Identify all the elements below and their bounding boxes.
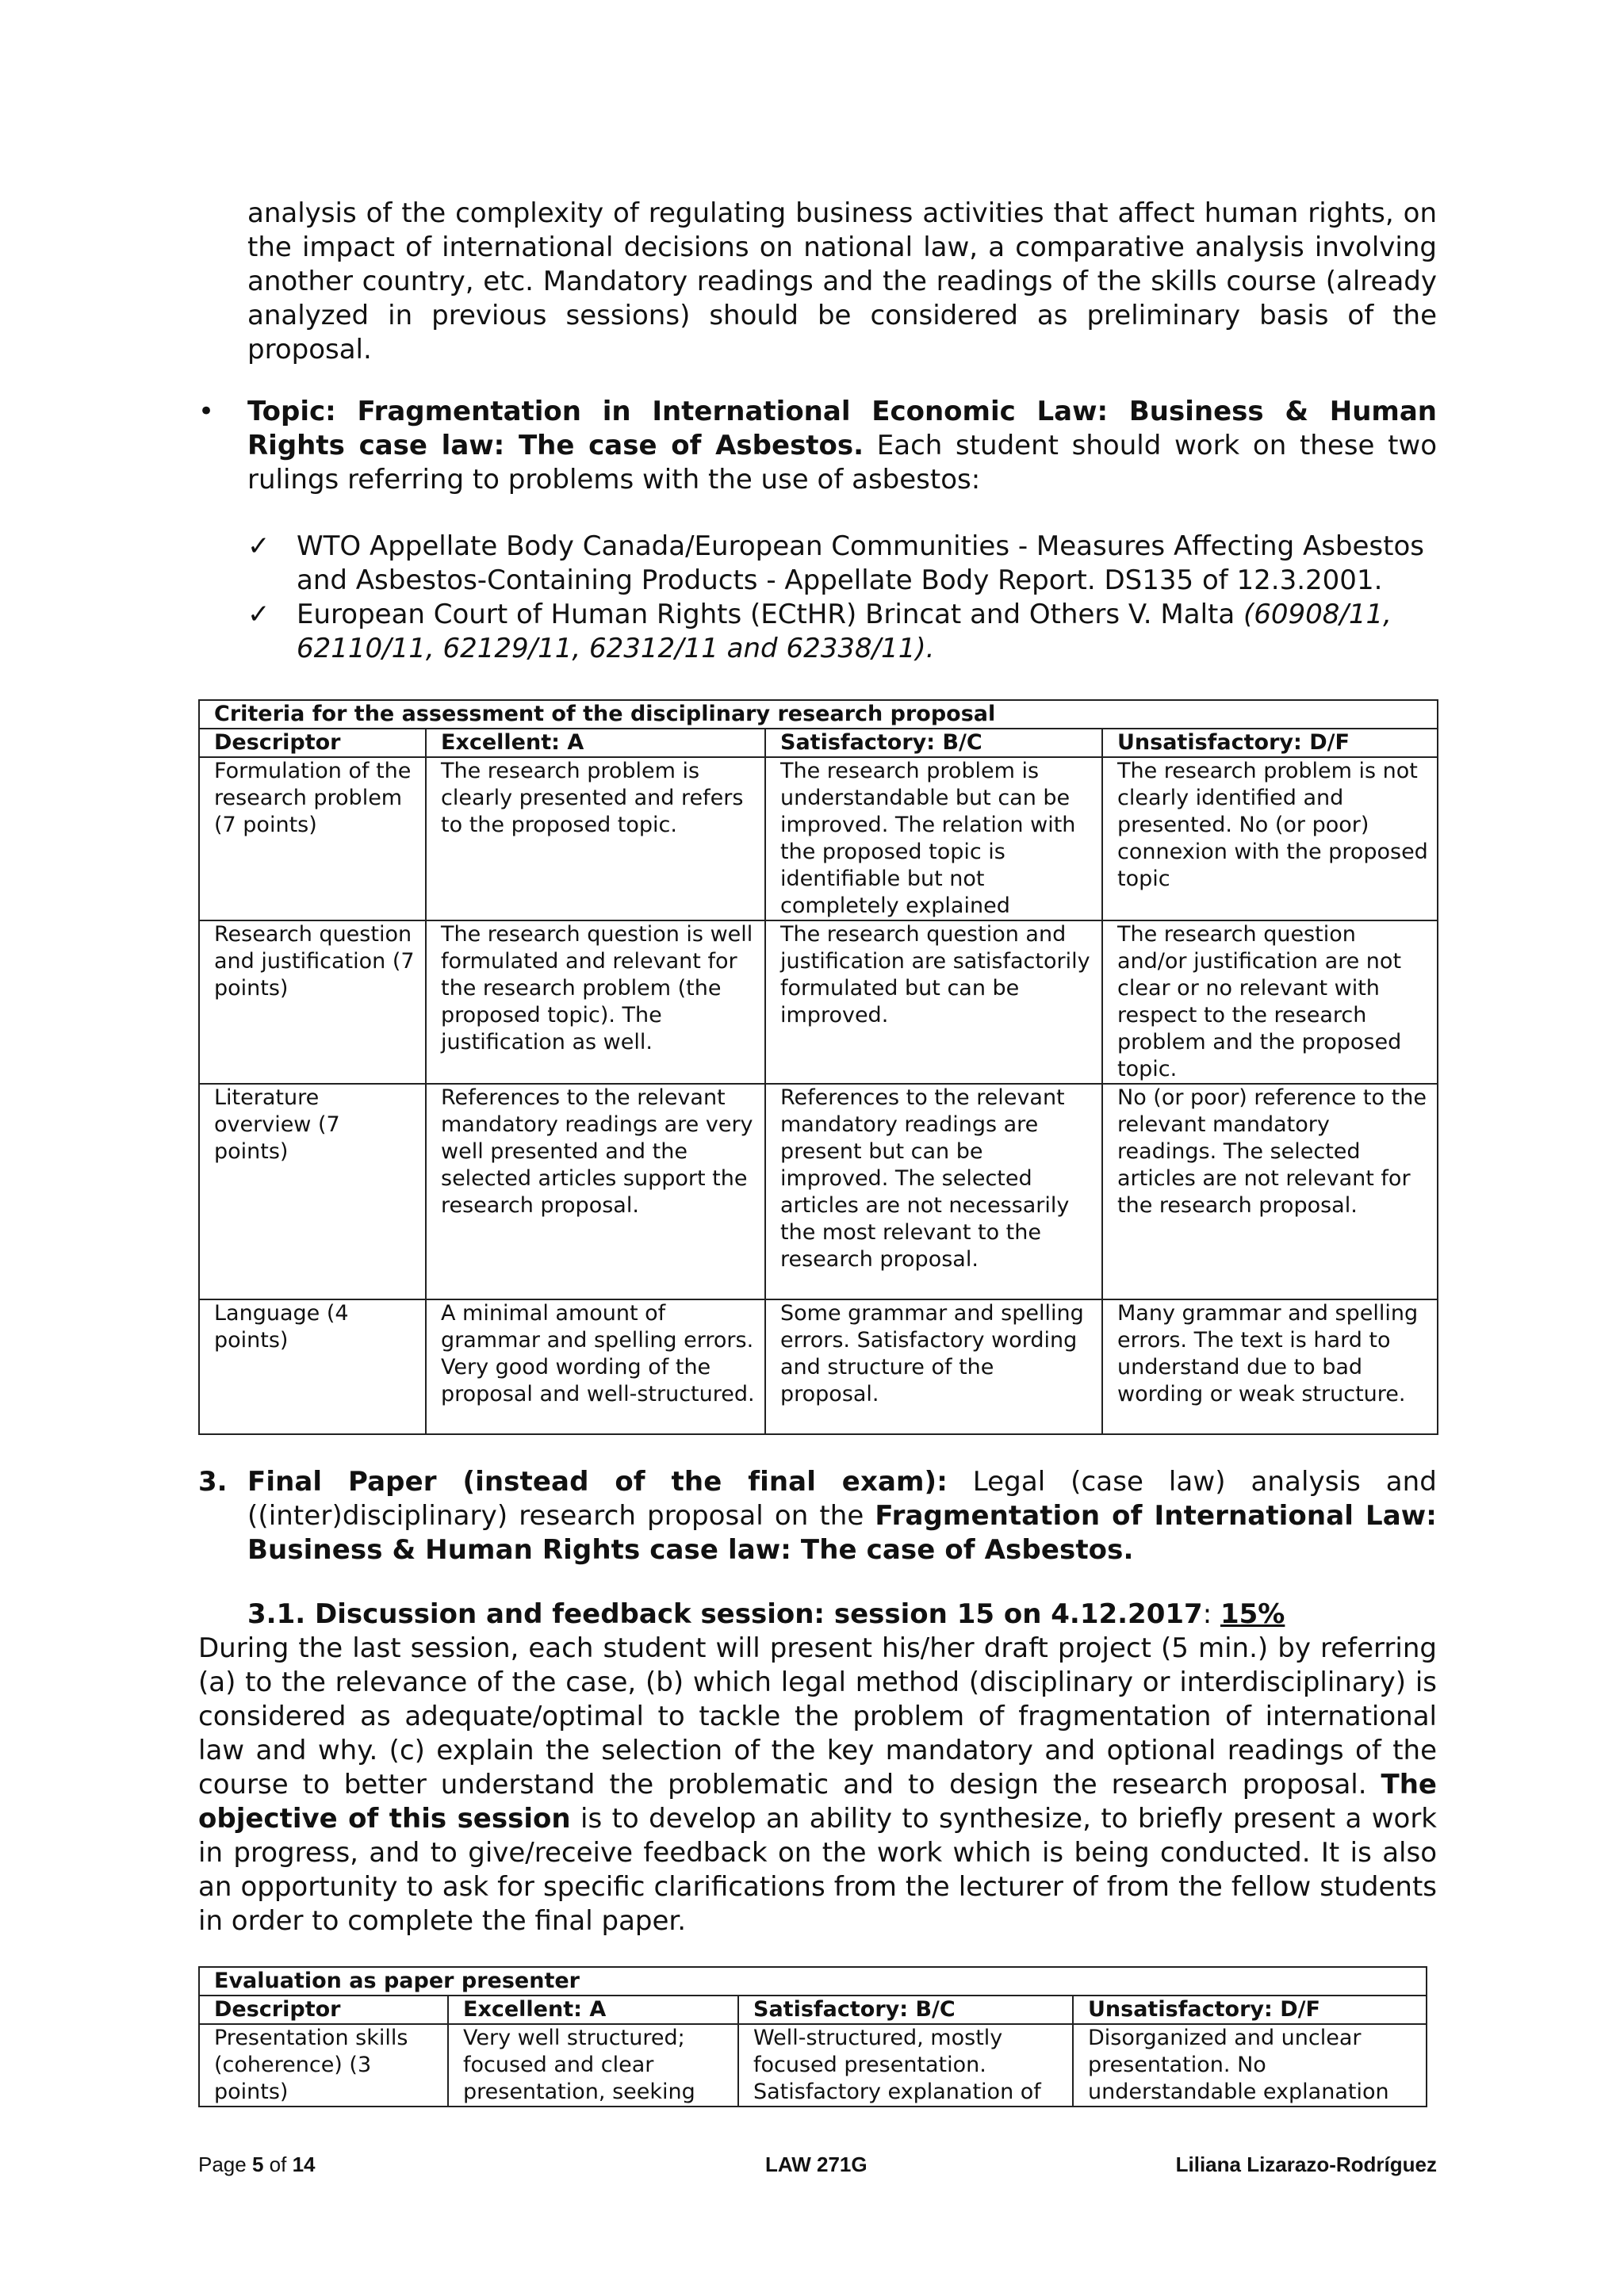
- column-header: Excellent: A: [448, 1996, 738, 2024]
- table-title-row: [199, 1967, 1427, 1996]
- column-header: Satisfactory: B/C: [765, 729, 1102, 757]
- weight-percent: 15%: [1220, 1598, 1285, 1630]
- table-cell: References to the relevant mandatory readings are present but can be improved. The selected articles are not necessarily the most relevant to the research proposal.: [765, 1084, 1102, 1299]
- assessment-criteria-table: [198, 699, 1438, 1435]
- page-number: Page 5 of 14: [198, 2152, 316, 2176]
- table-cell: The research problem is not clearly identified and presented. No (or poor) connexion with the proposed topic: [1102, 757, 1438, 920]
- table-cell: The research question and justification are satisfactorily formulated but can be improved.: [765, 920, 1102, 1084]
- author-name: Liliana Lizarazo-Rodríguez: [1175, 2152, 1437, 2176]
- table-row: [199, 1299, 1438, 1434]
- course-code: LAW 271G: [765, 2152, 868, 2176]
- table-cell: Some grammar and spelling errors. Satisfactory wording and structure of the proposal.: [765, 1299, 1102, 1434]
- ruling-text: European Court of Human Rights (ECtHR) Brincat and Others V. Malta: [297, 599, 1243, 630]
- subsection-3-1-body: During the last session, each student will present his/her draft project (5 min.) by referring (a) to the relevance of the case, (b) which legal method (disciplinary or interdisciplinary) is considered as adequate/optimal to tackle the problem of fragmentation of international law and why. (c) explain the selection of the key mandatory and optional readings of the course to better understand the problematic and to design the research proposal. The objective of this session is to develop an ability to synthesize, to briefly present a work in progress, and to give/receive feedback on the work which is being conducted. It is also an opportunity to ask for specific clarifications from the lecturer of from the fellow students in order to complete the final paper.: [198, 1632, 1437, 1937]
- objective-label: The objective of this session: [198, 1769, 1437, 1835]
- table-cell: References to the relevant mandatory readings are very well presented and the selected articles support the research proposal.: [426, 1084, 765, 1299]
- table-cell: Very well structured; focused and clear presentation, seeking: [448, 2024, 738, 2107]
- checkmark-icon: ✓: [247, 530, 270, 562]
- table-header-row: [199, 1996, 1427, 2024]
- checkmark-icon: ✓: [247, 599, 270, 630]
- table-cell: The research problem is clearly presented and refers to the proposed topic.: [426, 757, 765, 920]
- table-cell: Many grammar and spelling errors. The text is hard to understand due to bad wording or weak structure.: [1102, 1299, 1438, 1434]
- ruling-text: WTO Appellate Body Canada/European Communities - Measures Affecting Asbestos and Asbestos-Containing Products - Appellate Body Report. DS135 of 12.3.2001.: [297, 530, 1424, 596]
- topic-bullet: [198, 395, 1437, 497]
- presenter-evaluation-table: [198, 1966, 1427, 2107]
- table-title: Evaluation as paper presenter: [199, 1967, 1427, 1996]
- table-cell: Literature overview (7 points): [199, 1084, 426, 1299]
- table-row: [199, 1084, 1438, 1299]
- table-row: [199, 2024, 1427, 2107]
- table-cell: No (or poor) reference to the relevant mandatory readings. The selected articles are not relevant for the research proposal.: [1102, 1084, 1438, 1299]
- ruling-item-wto: [247, 530, 1437, 598]
- table-cell: Presentation skills (coherence) (3 points): [199, 2024, 448, 2107]
- table-cell: Formulation of the research problem (7 points): [199, 757, 426, 920]
- section-number: 3.: [198, 1466, 228, 1498]
- column-header: Unsatisfactory: D/F: [1073, 1996, 1427, 2024]
- subsection-3-1-heading: 3.1. Discussion and feedback session: session 15 on 4.12.2017: 15%: [247, 1598, 1285, 1630]
- column-header: Unsatisfactory: D/F: [1102, 729, 1438, 757]
- ruling-citation: (60908/11, 62110/11, 62129/11, 62312/11 and 62338/11).: [297, 599, 1392, 664]
- column-header: Descriptor: [199, 1996, 448, 2024]
- topic-description: Each student should work on these two rulings referring to problems with the use of asbestos:: [247, 430, 1438, 496]
- column-header: Excellent: A: [426, 729, 765, 757]
- section-heading: Final Paper (instead of the final exam):: [247, 1466, 948, 1498]
- table-cell: Language (4 points): [199, 1299, 426, 1434]
- section-3-text: Final Paper (instead of the final exam): Legal (case law) analysis and ((inter)disciplinary) research proposal on the Fragmentation of International Law: Business & Human Rights case law: The case of Asbestos.: [247, 1466, 1438, 1566]
- table-cell: Disorganized and unclear presentation. No understandable explanation: [1073, 2024, 1427, 2107]
- section-3: [198, 1465, 1437, 1567]
- topic-heading: Topic: Fragmentation in International Economic Law: Business & Human Rights case law: The case of Asbestos.: [247, 396, 1437, 461]
- ruling-item-ecthr: [247, 598, 1437, 666]
- table-cell: The research problem is understandable but can be improved. The relation with the proposed topic is identifiable but not completely explained: [765, 757, 1102, 920]
- table-cell: A minimal amount of grammar and spelling errors. Very good wording of the proposal and well-structured.: [426, 1299, 765, 1434]
- intro-paragraph: analysis of the complexity of regulating business activities that affect human rights, on the impact of international decisions on national law, a comparative analysis involving another country, etc. Mandatory readings and the readings of the skills course (already analyzed in previous sessions) should be considered as preliminary basis of the proposal.: [247, 197, 1437, 365]
- bullet-icon: •: [198, 396, 215, 427]
- topic-text: [247, 395, 1437, 497]
- rulings-list: [247, 530, 1437, 666]
- table-row: [199, 757, 1438, 920]
- column-header: Satisfactory: B/C: [738, 1996, 1073, 2024]
- table-cell: Research question and justification (7 points): [199, 920, 426, 1084]
- table-cell: The research question is well formulated and relevant for the research problem (the proposed topic). The justification as well.: [426, 920, 765, 1084]
- table-row: [199, 920, 1438, 1084]
- column-header: Descriptor: [199, 729, 426, 757]
- table-title: Criteria for the assessment of the disciplinary research proposal: [199, 700, 1438, 729]
- table-title-row: [199, 700, 1438, 729]
- table-cell: The research question and/or justification are not clear or no relevant with respect to the research problem and the proposed topic.: [1102, 920, 1438, 1084]
- table-cell: Well-structured, mostly focused presentation. Satisfactory explanation of: [738, 2024, 1073, 2107]
- table-header-row: [199, 729, 1438, 757]
- section-topic: Fragmentation of International Law: Business & Human Rights case law: The case of Asbestos.: [247, 1500, 1438, 1566]
